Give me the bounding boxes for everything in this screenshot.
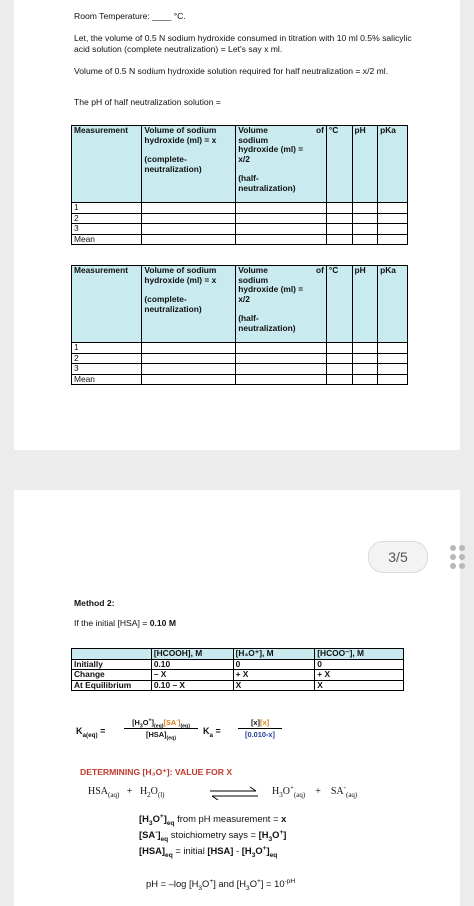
table-cell[interactable] — [378, 234, 408, 245]
table-cell[interactable] — [378, 353, 408, 364]
header-text: neutralization) — [238, 322, 296, 333]
ice-header-row — [72, 649, 404, 660]
formula-part: eq — [160, 835, 169, 843]
table-cell[interactable] — [326, 203, 352, 214]
determining-title: DETERMINING [H₃O⁺]: VALUE FOR X — [80, 767, 233, 777]
reaction-products — [272, 783, 358, 799]
formula-part: HSA — [88, 786, 109, 797]
formula-part: ] — [266, 845, 270, 856]
table-cell[interactable] — [326, 213, 352, 224]
formula-part: ] — [151, 718, 155, 727]
row-label: Mean — [72, 374, 142, 385]
document-page-1 — [14, 0, 460, 450]
table-cell[interactable] — [326, 343, 352, 354]
h3o-equation-line — [139, 813, 286, 825]
initial-hsa-line — [74, 618, 176, 629]
formula-part: - — [343, 783, 346, 792]
header-volume-half — [236, 126, 327, 203]
table-row — [72, 213, 408, 224]
table-cell[interactable] — [236, 234, 327, 245]
table-row — [72, 224, 408, 235]
formula-part: ] — [163, 813, 167, 824]
ice-header-h3o: [H₃O⁺], M — [233, 649, 315, 660]
equilibrium-arrow-icon — [208, 786, 260, 800]
formula-part: 3 — [268, 835, 273, 843]
header-text: (half- — [238, 313, 259, 324]
table-row — [72, 353, 408, 364]
header-text: hydroxide (ml) = — [238, 144, 304, 155]
header-text: neutralization) — [238, 182, 296, 193]
formula-part: O — [152, 813, 160, 824]
formula-part: [H — [241, 845, 252, 856]
method-title: Method 2: — [74, 598, 115, 608]
header-ph: pH — [352, 126, 378, 203]
ka-fraction-2 — [238, 718, 282, 739]
table-cell[interactable] — [378, 203, 408, 214]
header-volume-complete — [142, 266, 236, 343]
formula-part: + — [257, 877, 261, 885]
room-temperature-line — [74, 11, 186, 22]
ka-eq-mid — [203, 726, 221, 737]
table-row — [72, 364, 408, 375]
ice-header-blank — [72, 649, 152, 660]
formula-part: - — [233, 845, 242, 856]
formula-part: pH = –log [H — [146, 878, 199, 889]
hsa-equation-line — [139, 845, 277, 857]
row-label: 1 — [72, 203, 142, 214]
ka-fraction-1 — [124, 717, 198, 742]
table-cell[interactable] — [378, 224, 408, 235]
ka-eq-lhs — [76, 726, 105, 737]
table-cell[interactable] — [326, 353, 352, 364]
initial-hsa-value: 0.10 M — [149, 618, 176, 628]
ice-cell: + X — [315, 670, 404, 681]
ice-row — [72, 680, 404, 691]
formula-part: + — [262, 844, 267, 852]
more-options-icon[interactable] — [450, 543, 474, 573]
formula-part: stoichiometry says = — [168, 829, 259, 840]
ice-cell: 0 — [233, 659, 315, 670]
header-temp: °C — [326, 266, 352, 343]
header-text: (complete- — [144, 294, 187, 305]
ice-row — [72, 659, 404, 670]
table-cell[interactable] — [142, 203, 236, 214]
formula-part: ] — [283, 829, 287, 840]
row-label: 3 — [72, 364, 142, 375]
ice-cell: X — [233, 680, 315, 691]
reaction-reactants — [88, 786, 165, 798]
row-label: 3 — [72, 224, 142, 235]
header-text: of — [316, 265, 324, 275]
formula-part: (eq) — [166, 735, 176, 742]
header-measurement: Measurement — [72, 266, 142, 343]
formula-part: SA — [330, 786, 344, 797]
row-label: 1 — [72, 343, 142, 354]
header-text: Volume of sodium — [144, 125, 217, 135]
header-ph: pH — [352, 266, 378, 343]
ice-cell: + X — [233, 670, 315, 681]
room-temp-unit: °C. — [171, 11, 186, 21]
table-row — [72, 203, 408, 214]
table-cell[interactable] — [352, 224, 378, 235]
formula-part: [HSA] — [207, 845, 234, 856]
formula-part: ] — [157, 829, 161, 840]
table-cell[interactable] — [352, 364, 378, 375]
row-label: Mean — [72, 234, 142, 245]
table-row — [72, 343, 408, 354]
ice-cell: X — [315, 680, 404, 691]
table-cell[interactable] — [352, 234, 378, 245]
formula-part: (aq) — [293, 791, 306, 799]
table-cell[interactable] — [352, 374, 378, 385]
measurement-table-2 — [71, 265, 408, 385]
ice-cell: 0 — [315, 659, 404, 670]
ka-denominator: [0.010-x] — [245, 730, 275, 739]
header-measurement: Measurement — [72, 126, 142, 203]
formula-part: = initial — [172, 845, 208, 856]
formula-part: O — [142, 718, 149, 727]
header-text: sodium — [238, 134, 269, 145]
formula-part: [H — [258, 829, 269, 840]
table-cell[interactable] — [236, 364, 327, 375]
ph-formula-line — [146, 878, 295, 890]
formula-part: O — [255, 845, 263, 856]
room-temp-blank: ____ — [152, 11, 172, 21]
formula-part: H — [272, 786, 280, 797]
ka-symbol: K — [203, 726, 210, 736]
header-pka: pKa — [378, 126, 408, 203]
header-pka: pKa — [378, 266, 408, 343]
table-cell[interactable] — [378, 213, 408, 224]
ice-cell: – X — [151, 670, 233, 681]
ice-row-label: Initially — [72, 659, 152, 670]
table-cell[interactable] — [236, 374, 327, 385]
formula-part: 3 — [139, 723, 143, 730]
formula-part: 3 — [148, 819, 153, 827]
initial-hsa-label: If the initial [HSA] = — [74, 618, 150, 628]
table-cell[interactable] — [236, 203, 327, 214]
formula-part: (aq) — [108, 791, 120, 799]
table-cell[interactable] — [378, 343, 408, 354]
table-cell[interactable] — [236, 213, 327, 224]
formula-part: [HSA] — [145, 730, 167, 739]
paragraph-complete-neutralization: Let, the volume of 0.5 N sodium hydroxide consumed in titration with 10 ml 0.5% salicylic acid solution (complete neutralization) = Let's say x ml. — [74, 33, 412, 54]
table-cell[interactable] — [142, 224, 236, 235]
table-cell[interactable] — [142, 213, 236, 224]
sa-equation-line — [139, 829, 286, 841]
ka-subscript: a(eq) — [82, 731, 98, 739]
formula-part: + — [279, 828, 284, 836]
table-cell[interactable] — [142, 234, 236, 245]
formula-part: O — [272, 829, 280, 840]
header-text: (complete- — [144, 154, 187, 165]
room-temp-label: Room Temperature: — [74, 11, 153, 21]
formula-part: + — [148, 717, 152, 724]
header-text: Volume of sodium — [144, 265, 217, 275]
table-header-row — [72, 266, 408, 343]
formula-part: 3 — [246, 884, 250, 892]
formula-part: eq — [165, 851, 173, 859]
equals-sign: = — [215, 726, 221, 736]
ice-row — [72, 670, 404, 681]
header-text: hydroxide (ml) = x — [144, 134, 217, 145]
formula-part: [H — [139, 813, 149, 824]
header-text: Volume — [238, 125, 268, 135]
formula-part: (eq) — [180, 723, 190, 730]
ka-numerator — [238, 718, 282, 729]
plus-sign: + — [315, 786, 321, 797]
header-volume-half — [236, 266, 327, 343]
formula-part: - — [176, 717, 178, 724]
formula-part: ] and [H — [213, 878, 247, 889]
formula-part: eq — [166, 819, 175, 827]
formula-part: 3 — [198, 884, 203, 892]
formula-part: (eq) — [154, 723, 164, 730]
ice-header-hcooh: [HCOOH], M — [151, 649, 233, 660]
formula-part: (l) — [157, 791, 165, 799]
formula-part: [HSA] — [139, 845, 166, 856]
ice-row-label: At Equilibrium — [72, 680, 152, 691]
table-cell[interactable] — [326, 234, 352, 245]
ice-header-hcoo: [HCOO⁻], M — [315, 649, 404, 660]
formula-part: 2 — [147, 791, 151, 799]
header-text: Volume — [238, 265, 268, 275]
ice-row-label: Change — [72, 670, 152, 681]
header-text: hydroxide (ml) = — [238, 284, 304, 295]
page-indicator: 3/5 — [368, 541, 428, 573]
formula-part: O — [282, 786, 290, 797]
table-cell[interactable] — [326, 374, 352, 385]
ka-numerator — [124, 718, 198, 729]
table-cell[interactable] — [236, 343, 327, 354]
table-cell[interactable] — [352, 203, 378, 214]
header-text: x/2 — [238, 153, 250, 164]
formula-part: 3 — [251, 851, 256, 859]
measurement-table-1 — [71, 125, 408, 245]
header-text: of — [316, 125, 324, 135]
formula-part: + — [289, 783, 294, 792]
table-cell[interactable] — [352, 343, 378, 354]
table-cell[interactable] — [352, 213, 378, 224]
table-cell[interactable] — [352, 353, 378, 364]
formula-part: O — [202, 878, 210, 889]
header-text: hydroxide (ml) = x — [144, 274, 217, 285]
ice-cell: 0.10 – X — [151, 680, 233, 691]
paragraph-half-neutralization: Volume of 0.5 N sodium hydroxide solution required for half neutralization = x/2 ml. — [74, 66, 389, 76]
formula-part: 3 — [279, 791, 283, 799]
formula-part: ] = 10 — [260, 878, 285, 889]
formula-part: -pH — [284, 877, 296, 885]
table-header-row — [72, 126, 408, 203]
header-text: sodium — [238, 274, 269, 285]
table-cell[interactable] — [236, 353, 327, 364]
formula-part: [x] — [250, 718, 260, 727]
table-cell[interactable] — [236, 224, 327, 235]
table-cell[interactable] — [378, 364, 408, 375]
formula-part: [H — [132, 718, 140, 727]
table-row — [72, 374, 408, 385]
paragraph-ph-half: The pH of half neutralization solution = — [74, 97, 221, 107]
header-volume-complete — [142, 126, 236, 203]
row-label: 2 — [72, 353, 142, 364]
header-text: neutralization) — [144, 303, 202, 314]
ice-cell: 0.10 — [151, 659, 233, 670]
equals-sign: = — [100, 726, 106, 736]
row-label: 2 — [72, 213, 142, 224]
ka-subscript: a — [209, 731, 214, 739]
formula-part: eq — [269, 851, 278, 859]
formula-part: x — [281, 813, 287, 824]
table-cell[interactable] — [142, 343, 236, 354]
header-text: neutralization) — [144, 163, 202, 174]
ka-denominator — [124, 729, 198, 742]
table-row — [72, 234, 408, 245]
header-text: (half- — [238, 173, 259, 184]
header-text: x/2 — [238, 293, 250, 304]
formula-part: [x] — [260, 718, 270, 727]
ice-table — [71, 648, 404, 691]
table-cell[interactable] — [142, 374, 236, 385]
formula-part: O — [249, 878, 257, 889]
plus-sign: + — [126, 786, 133, 797]
formula-part: + — [159, 812, 164, 820]
formula-part: [SA — [139, 829, 156, 840]
formula-part: [SA — [163, 718, 177, 727]
formula-part: from pH measurement = — [174, 813, 282, 824]
header-temp: °C — [326, 126, 352, 203]
formula-part: ] — [177, 718, 181, 727]
table-cell[interactable] — [378, 374, 408, 385]
formula-part: H — [139, 786, 148, 797]
formula-part: O — [150, 786, 158, 797]
formula-part: (aq) — [345, 791, 358, 799]
formula-part: - — [155, 828, 158, 836]
table-cell[interactable] — [326, 364, 352, 375]
formula-part: + — [209, 877, 214, 885]
table-cell[interactable] — [142, 353, 236, 364]
table-cell[interactable] — [142, 364, 236, 375]
table-cell[interactable] — [326, 224, 352, 235]
ka-symbol: K — [76, 726, 83, 736]
